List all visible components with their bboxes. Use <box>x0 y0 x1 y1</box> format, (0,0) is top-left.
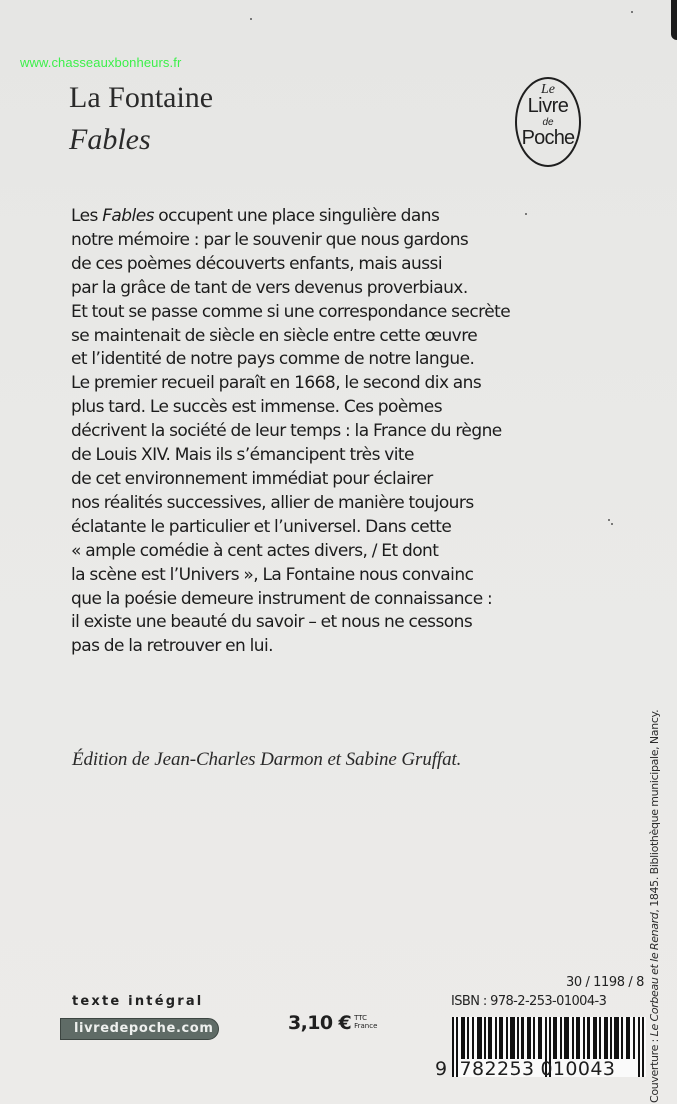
blurb-paragraph <box>71 205 611 659</box>
logo-le: Le <box>541 82 555 97</box>
barcode-group-2: 010043 <box>540 1058 616 1080</box>
blurb-line: que la poésie demeure instrument de connaissance : <box>71 588 493 609</box>
price-value: 3,10 € <box>288 1012 352 1034</box>
author-name: La Fontaine <box>69 81 214 114</box>
livre-de-poche-logo <box>515 77 581 167</box>
cover-artwork-title: Le Corbeau et le Renard <box>648 912 661 1037</box>
barcode-digits <box>435 1058 650 1080</box>
watermark-url: www.chasseauxbonheurs.fr <box>20 55 182 70</box>
blurb-emphasis: Fables <box>102 206 154 226</box>
price <box>288 1012 377 1034</box>
scan-speck <box>631 11 633 13</box>
reference-code: 30 / 1198 / 8 <box>566 975 644 990</box>
barcode-group-1: 782253 <box>459 1058 535 1080</box>
edition-credit: Édition de Jean-Charles Darmon et Sabine Gruffat. <box>72 749 462 770</box>
blurb-line: de Louis XIV. Mais ils s’émancipent très vite <box>71 445 414 466</box>
blurb-line: éclatante le particulier et l’universel. Dans cette <box>71 516 452 537</box>
barcode-first-digit: 9 <box>435 1058 448 1080</box>
blurb-line: par la grâce de tant de vers devenus proverbiaux. <box>71 277 468 298</box>
website-link[interactable]: livredepoche.com <box>60 1018 219 1040</box>
cover-credit: Couverture : Le Corbeau et le Renard, 1845. Bibliothèque municipale, Nancy. <box>648 709 661 1103</box>
price-tax-note: TTC France <box>354 1014 378 1030</box>
blurb-line: nos réalités successives, allier de manière toujours <box>71 492 474 513</box>
page-edge-shadow <box>671 0 677 40</box>
logo-de: de <box>542 117 554 128</box>
blurb-line: pas de la retrouver en lui. <box>71 636 274 657</box>
scan-speck <box>611 523 613 525</box>
blurb-line: plus tard. Le succès est immense. Ces poèmes <box>71 397 443 418</box>
blurb-line: Et tout se passe comme si une correspondance secrète <box>71 301 511 322</box>
blurb-line: de ces poèmes découverts enfants, mais aussi <box>71 253 442 274</box>
blurb-line: Le premier recueil paraît en 1668, le second dix ans <box>71 373 482 394</box>
book-title: Fables <box>69 123 151 156</box>
logo-livre: Livre <box>527 95 569 117</box>
blurb-line: « ample comédie à cent actes divers, / Et dont <box>71 540 439 561</box>
isbn: ISBN : 978-2-253-01004-3 <box>451 994 607 1009</box>
blurb-line: décrivent la société de leur temps : la France du règne <box>71 421 502 442</box>
blurb-line: se maintenait de siècle en siècle entre cette œuvre <box>71 325 478 346</box>
blurb-line: de cet environnement immédiat pour éclairer <box>71 468 433 489</box>
blurb-line: Les Fables occupent une place singulière dans <box>71 206 440 226</box>
blurb-line: et l’identité de notre pays comme de notre langue. <box>71 349 475 370</box>
texte-integral-label: texte intégral <box>72 994 204 1009</box>
blurb-line: la scène est l’Univers », La Fontaine nous convainc <box>71 564 474 585</box>
blurb-line: notre mémoire : par le souvenir que nous gardons <box>71 229 469 250</box>
logo-poche: Poche <box>521 127 575 149</box>
blurb-line: il existe une beauté du savoir – et nous ne cessons <box>71 612 473 633</box>
scan-speck <box>250 18 252 20</box>
